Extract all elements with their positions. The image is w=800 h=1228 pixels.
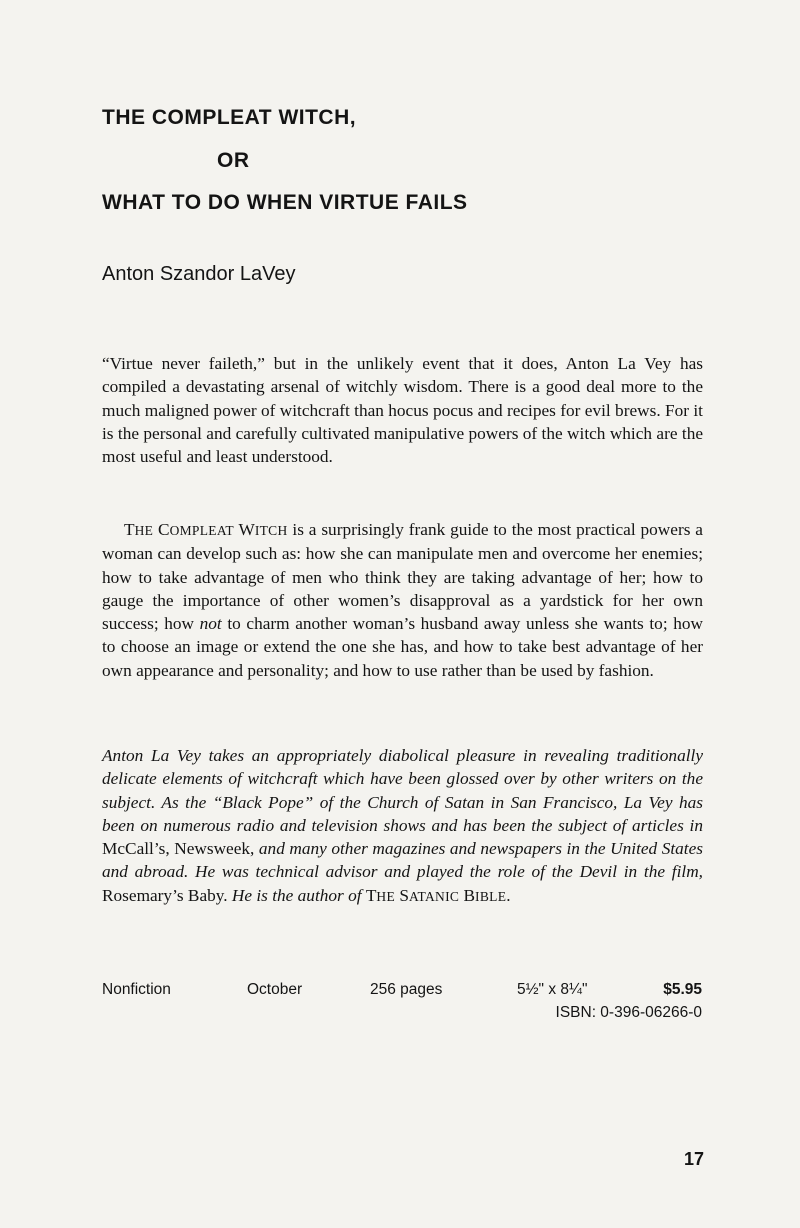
spec-isbn: ISBN: 0-396-06266-0 [555, 1004, 702, 1021]
spec-month: October [247, 981, 303, 998]
author-name: Anton Szandor LaVey [102, 263, 296, 285]
magazine-names: McCall’s, Newsweek, [102, 839, 255, 859]
title-line-1: THE COMPLEAT WITCH, [102, 106, 357, 129]
bio-segment-1: Anton La Vey takes an appropriately diabolical pleasure in revealing traditionally delicate elements of witchcraft which have been glossed over by other writers on the subject. As the “Black Pope” of the Church of Satan in San Francisco, La Vey has been on numerous radio and television shows and has been the subject of articles in [102, 746, 703, 835]
bio-segment-2: and many other magazines and newspapers in the United States and abroad. He was technical advisor and played the role of the Devil in the film, [102, 839, 703, 882]
description-paragraph-1: “Virtue never faileth,” but in the unlikely event that it does, Anton La Vey has compiled a devastating arsenal of witchly wisdom. There is a good deal more to the much maligned power of witchcraft than hocus pocus and recipes for evil brews. For it is the personal and carefully cultivated manipulative powers of the witch which are the most useful and least understood. [102, 354, 703, 467]
emphasis-not: not [199, 614, 222, 634]
title-line-3: WHAT TO DO WHEN VIRTUE FAILS [102, 191, 468, 214]
spec-size: 5½" x 8¼" [517, 981, 588, 998]
spec-price: $5.95 [663, 981, 702, 998]
spec-pages: 256 pages [370, 981, 443, 998]
title-line-2: OR [217, 149, 250, 172]
paragraph-2-text-a: is a surprisingly frank guide to the most practical powers a woman can develop such as: how she can manipulate men and overcome her enemies; how to take advantage of men who think they are taking advantage of her; how to gauge the importance of other women’s disapproval as a yardstick for her own success; how [102, 520, 703, 634]
spec-genre: Nonfiction [102, 981, 171, 998]
page-number: 17 [683, 1149, 704, 1169]
satanic-bible-title: THE SATANIC BIBLE [365, 885, 507, 905]
film-title: Rosemary’s Baby. [102, 885, 228, 905]
author-bio-paragraph [102, 744, 703, 908]
bio-segment-3: He is the author of [227, 885, 366, 905]
bio-end: . [506, 885, 511, 905]
description-paragraph-2 [102, 518, 703, 682]
paragraph-2-text-b: to charm another woman’s husband away unless she wants to; how to choose an image or extend the one she has, and how to take best advantage of her own appearance and personality; and how to use rather than be used by fashion. [102, 614, 704, 680]
book-title-smallcaps: THE COMPLEAT WITCH [124, 520, 288, 539]
